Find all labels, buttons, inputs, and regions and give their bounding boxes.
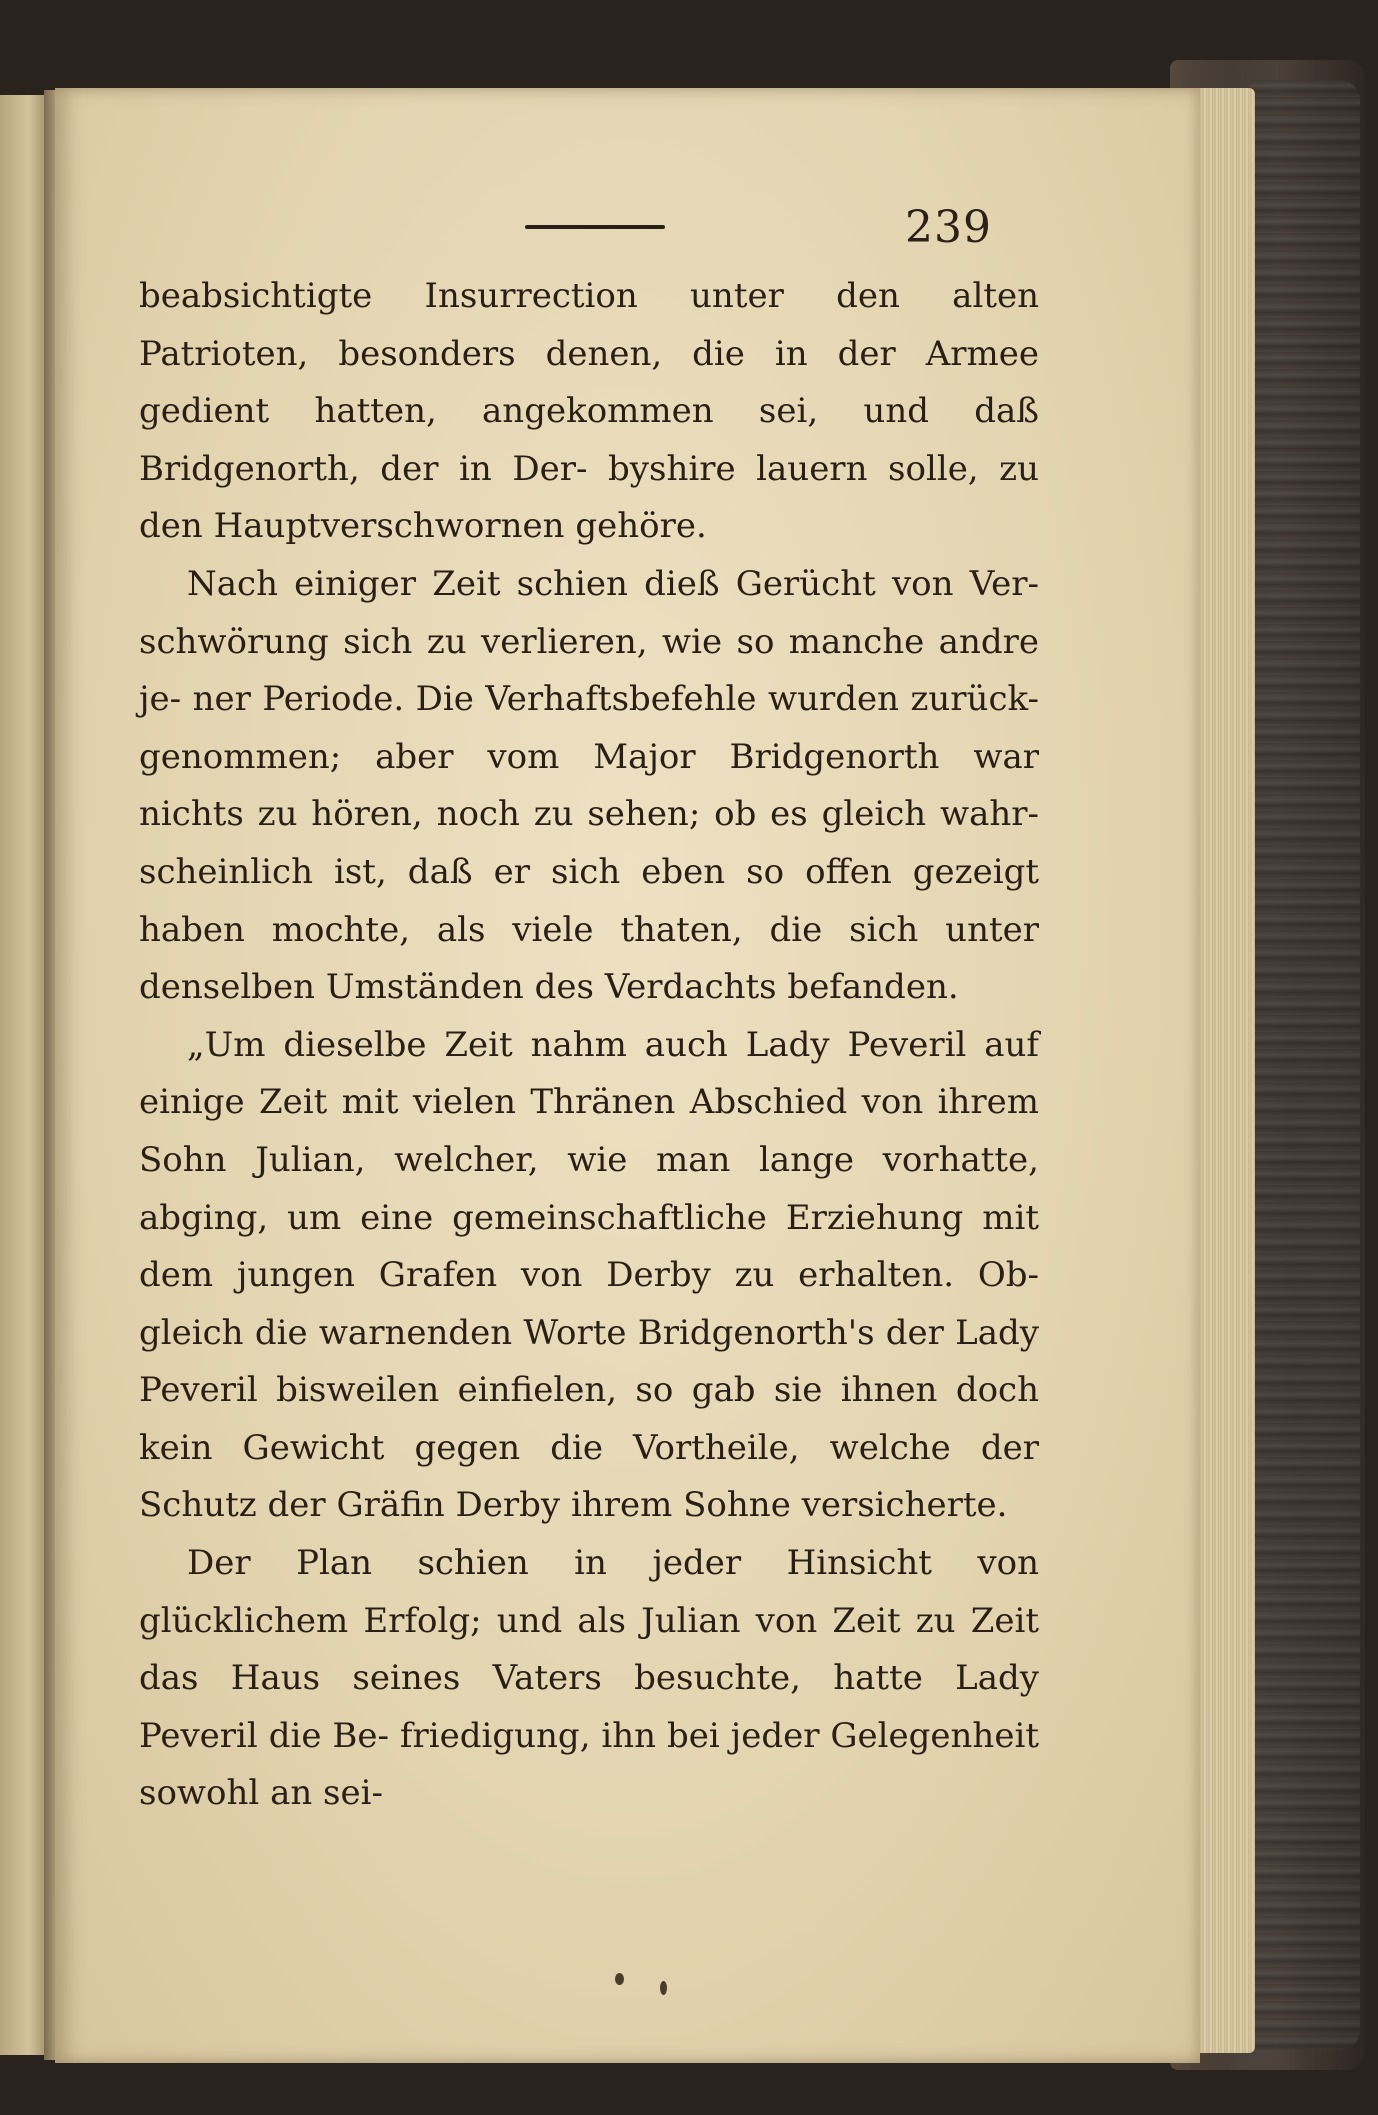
book-page <box>55 88 1200 2063</box>
ink-speck <box>660 1981 667 1995</box>
paragraph-4: Der Plan schien in jeder Hinsicht von glücklichem Erfolg; und als Julian von Zeit zu Zeit das Haus seines Vaters besuchte, hatte Lady Peveril die Be- friedigung, ihn bei jeder Gelegenheit sowohl an sei- <box>139 1543 1039 1814</box>
previous-page-edge <box>0 95 48 2055</box>
book-cover-texture <box>1250 80 1360 2050</box>
page-edges <box>1195 88 1255 2053</box>
header-rule <box>525 225 665 229</box>
page-text <box>139 268 1039 1823</box>
paragraph-2: Nach einiger Zeit schien dieß Gerücht von Ver- schwörung sich zu verlieren, wie so manche andre je- ner Periode. Die Verhaftsbefehle wurden zurück- genommen; aber vom Major Bridgenorth war nichts zu hören, noch zu sehen; ob es gleich wahr- scheinlich ist, daß er sich eben so offen gezeigt haben mochte, als viele thaten, die sich unter denselben Umständen des Verdachts befanden. <box>139 563 1039 1008</box>
paragraph-3: „Um dieselbe Zeit nahm auch Lady Peveril auf einige Zeit mit vielen Thränen Abschied von ihrem Sohn Julian, welcher, wie man lange vorhatte, abging, um eine gemeinschaftliche Erziehung mit dem jungen Grafen von Derby zu erhalten. Ob- gleich die warnenden Worte Bridgenorth's der Lady Peveril bisweilen einfielen, so gab sie ihnen doch kein Gewicht gegen die Vortheile, welche der Schutz der Gräfin Derby ihrem Sohne versicherte. <box>139 1024 1039 1526</box>
page-number: 239 <box>905 202 992 253</box>
ink-speck <box>615 1973 624 1985</box>
paragraph-1: beabsichtigte Insurrection unter den alten Patrioten, besonders denen, die in der Armee gedient hatten, angekommen sei, und daß Bridgenorth, der in Der- byshire lauern solle, zu den Hauptverschwornen gehöre. <box>139 276 1039 547</box>
